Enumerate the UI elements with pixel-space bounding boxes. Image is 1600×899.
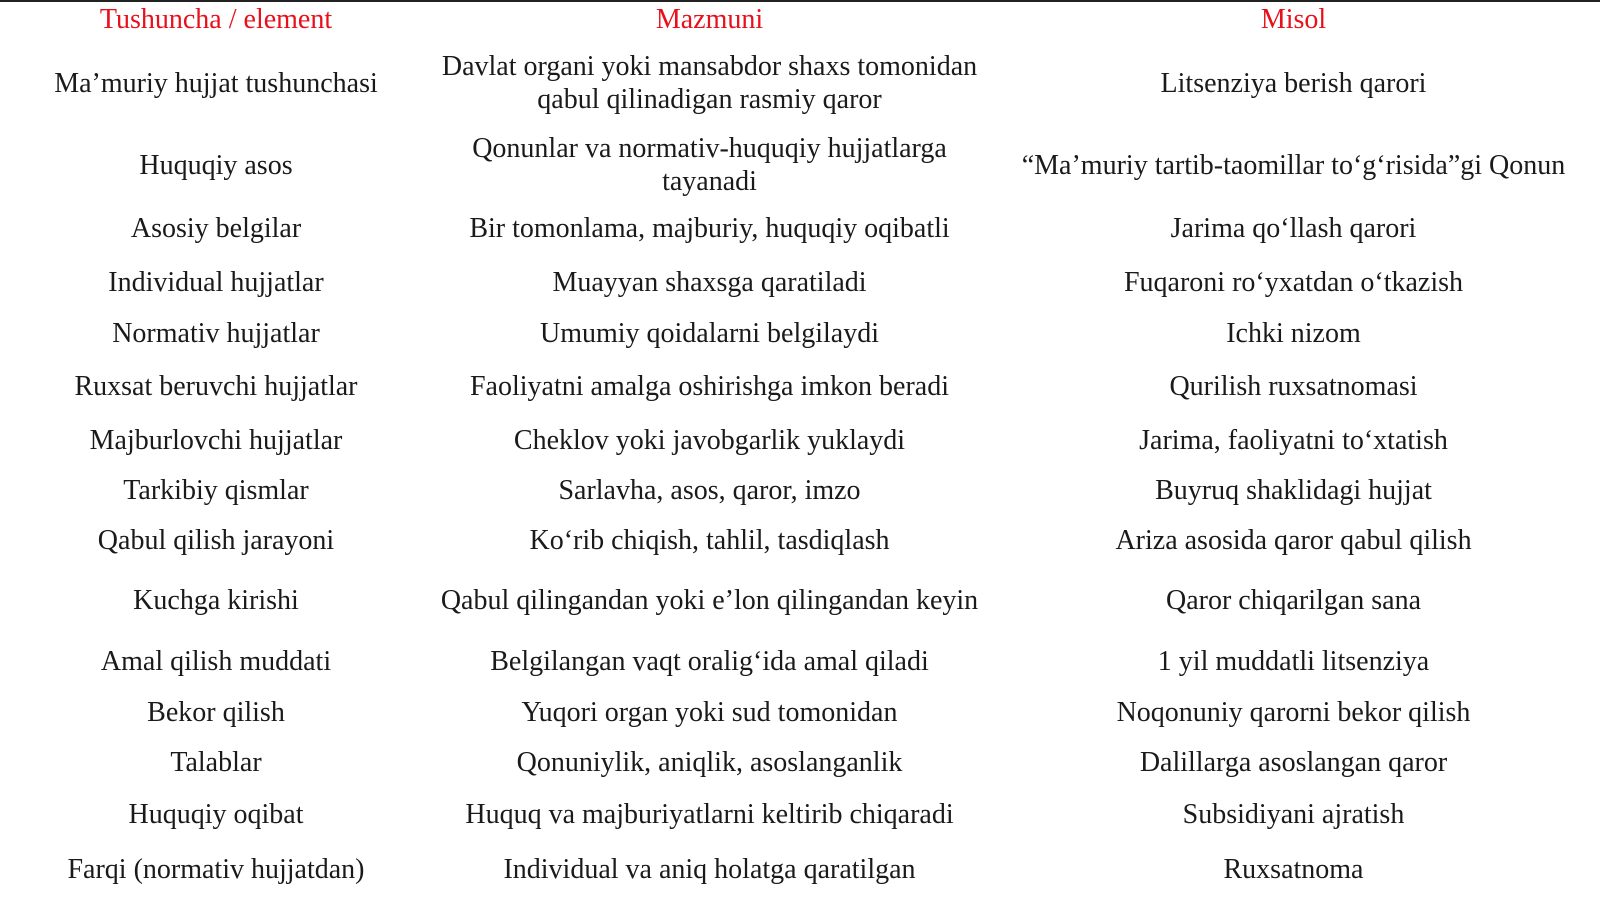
concept-cell: Tarkibiy qismlar [123,475,309,506]
concept-cell: Bekor qilish [147,696,285,728]
content-cell: Cheklov yoki javobgarlik yuklaydi [513,424,906,456]
content-cell: Individual va aniq holatga qaratilgan [503,854,916,885]
example-cell: Jarima qo‘llash qarori [1170,213,1417,244]
concept-cell: Ruxsat beruvchi hujjatlar [74,371,358,402]
concept-cell: Huquqiy oqibat [128,799,304,830]
concept-table [0,2,1600,897]
table-row [0,130,1600,200]
table-row [0,308,1600,359]
example-cell: Noqonuniy qarorni bekor qilish [1116,696,1471,728]
content-cell: Huquq va majburiyatlarni keltirib chiqaradi [465,799,954,830]
content-cell: Sarlavha, asos, qaror, imzo [558,475,861,506]
table-row [0,515,1600,566]
concept-cell: Majburlovchi hujjatlar [89,424,343,456]
table-row [0,635,1600,687]
content-cell: Faoliyatni amalga oshirishga imkon beradi [469,371,949,402]
content-cell: Davlat organi yoki mansabdor shaxs tomonidan qabul qilinadigan rasmiy qaror [441,51,978,115]
example-cell: Ariza asosida qaror qabul qilish [1115,525,1472,556]
example-cell: Litsenziya berish qarori [1160,67,1427,99]
example-cell: Fuqaroni ro‘yxatdan o‘tkazish [1123,267,1464,298]
example-cell: “Ma’muriy tartib-taomillar to‘g‘risida”gi Qonun [1021,149,1566,181]
table-row [0,359,1600,414]
content-cell: Qabul qilingandan yoki e’lon qilingandan keyin [440,585,979,616]
example-cell: Dalillarga asoslangan qaror [1139,746,1448,778]
header-example: Misol [1260,3,1327,35]
table-row [0,200,1600,257]
concept-cell: Farqi (normativ hujjatdan) [67,854,365,885]
concept-cell: Individual hujjatlar [108,267,324,298]
content-cell: Qonunlar va normativ-huquqiy hujjatlarga tayanadi [472,133,947,197]
example-cell: Ichki nizom [1226,318,1361,349]
concept-cell: Amal qilish muddati [100,645,332,677]
table-row [0,466,1600,515]
content-cell: Umumiy qoidalarni belgilaydi [539,318,880,349]
example-cell: Qaror chiqarilgan sana [1166,585,1421,616]
concept-cell: Huquqiy asos [139,149,293,181]
table-row [0,737,1600,787]
table-row [0,257,1600,308]
header-row [0,2,1600,36]
content-cell: Yuqori organ yoki sud tomonidan [521,696,898,728]
concept-cell: Talablar [170,746,262,778]
table-row [0,414,1600,466]
header-concept: Tushuncha / element [99,3,333,35]
table-row [0,787,1600,842]
concept-cell: Ma’muriy hujjat tushunchasi [54,67,378,99]
example-cell: Jarima, faoliyatni to‘xtatish [1139,424,1448,456]
content-cell: Bir tomonlama, majburiy, huquqiy oqibatli [469,213,950,244]
content-cell: Belgilangan vaqt oralig‘ida amal qiladi [490,645,929,677]
example-cell: Buyruq shaklidagi hujjat [1155,475,1432,506]
content-cell: Qonuniylik, aniqlik, asoslanganlik [516,746,903,778]
concept-cell: Asosiy belgilar [130,213,302,244]
concept-cell: Qabul qilish jarayoni [97,525,335,556]
table-row [0,842,1600,897]
example-cell: 1 yil muddatli litsenziya [1157,645,1430,677]
concept-cell: Normativ hujjatlar [112,318,320,349]
example-cell: Qurilish ruxsatnomasi [1169,371,1418,402]
concept-cell: Kuchga kirishi [133,585,299,616]
content-cell: Ko‘rib chiqish, tahlil, tasdiqlash [529,525,890,556]
content-cell: Muayyan shaxsga qaratiladi [552,267,867,298]
table-row [0,566,1600,635]
example-cell: Ruxsatnoma [1223,854,1364,885]
table-row [0,36,1600,130]
table-row [0,687,1600,737]
example-cell: Subsidiyani ajratish [1182,799,1405,830]
header-content: Mazmuni [655,3,764,35]
